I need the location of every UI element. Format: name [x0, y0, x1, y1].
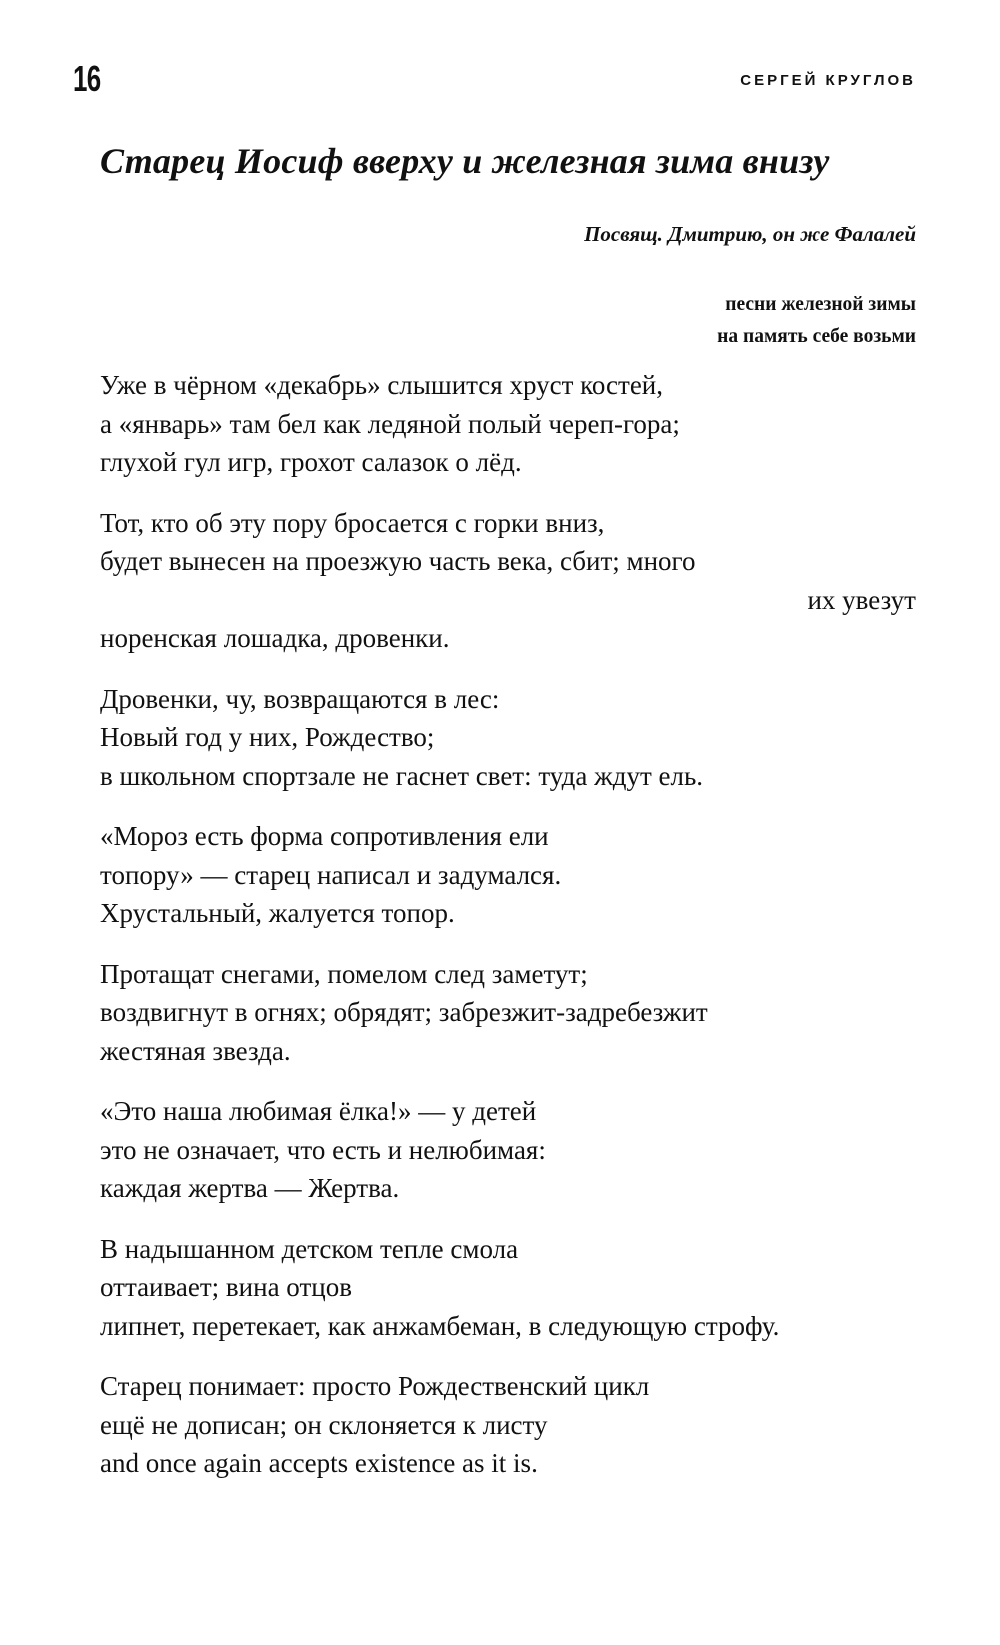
verse-line: будет вынесен на проезжую часть века, сбит; много: [100, 546, 696, 576]
verse-line: Уже в чёрном «декабрь» слышится хруст костей,: [100, 370, 664, 400]
epigraph-line: песни железной зимы: [725, 294, 916, 315]
verse-line: норенская лошадка, дровенки.: [100, 623, 450, 653]
epigraph-line: на память себе возьми: [717, 326, 916, 347]
verse-line: В надышанном детском тепле смола: [100, 1233, 519, 1264]
verse-line: каждая жертва — Жертва.: [100, 1173, 400, 1203]
epigraph: [717, 289, 916, 353]
verse-line: Новый год у них, Рождество;: [100, 722, 435, 752]
verse-line: «Это наша любимая ёлка!» — у детей: [100, 1096, 537, 1126]
stanza: [100, 1092, 916, 1208]
verse-line: Протащат снегами, помелом след заметут;: [100, 958, 588, 989]
verse-line: ещё не дописан; он склоняется к листу: [100, 1409, 548, 1440]
verse-line: оттаивает; вина отцов: [100, 1272, 352, 1302]
verse-line: это не означает, что есть и нелюбимая:: [100, 1134, 546, 1165]
verse-line: воздвигнут в огнях; обрядят; забрезжит-задребезжит: [100, 997, 708, 1027]
stanza: [100, 1367, 916, 1483]
dedication: Посвящ. Дмитрию, он же Фалалей: [584, 222, 916, 246]
verse-line: в школьном спортзале не гаснет свет: туда ждут ель.: [100, 760, 704, 791]
stanza: [100, 366, 916, 482]
verse-line: Хрустальный, жалуется топор.: [100, 898, 455, 928]
stanza: [100, 504, 916, 658]
verse-line-continuation: их увезут: [807, 584, 916, 615]
stanza: [100, 955, 916, 1071]
verse-line: топору» — старец написал и задумался.: [100, 859, 562, 890]
stanza: [100, 817, 916, 933]
verse-line: жестяная звезда.: [100, 1035, 291, 1066]
stanza: [100, 680, 916, 796]
stanza: [100, 1230, 916, 1346]
page-number: 16: [73, 58, 101, 99]
poem-body: [100, 366, 916, 1505]
verse-line: Дровенки, чу, возвращаются в лес:: [100, 683, 500, 714]
verse-line: глухой гул игр, грохот салазок о лёд.: [100, 447, 522, 477]
verse-line: «Мороз есть форма сопротивления ели: [100, 821, 549, 851]
verse-line: and once again accepts existence as it is.: [100, 1448, 538, 1478]
verse-line: липнет, перетекает, как анжамбеман, в следующую строфу.: [100, 1310, 780, 1341]
verse-line: Тот, кто об эту пору бросается с горки вниз,: [100, 507, 605, 538]
running-head-author: СЕРГЕЙ КРУГЛОВ: [740, 72, 916, 89]
poem-title: Старец Иосиф вверху и железная зима внизу: [100, 141, 830, 181]
verse-line: Старец понимает: просто Рождественский цикл: [100, 1371, 650, 1401]
verse-line: а «январь» там бел как ледяной полый череп-гора;: [100, 408, 680, 439]
